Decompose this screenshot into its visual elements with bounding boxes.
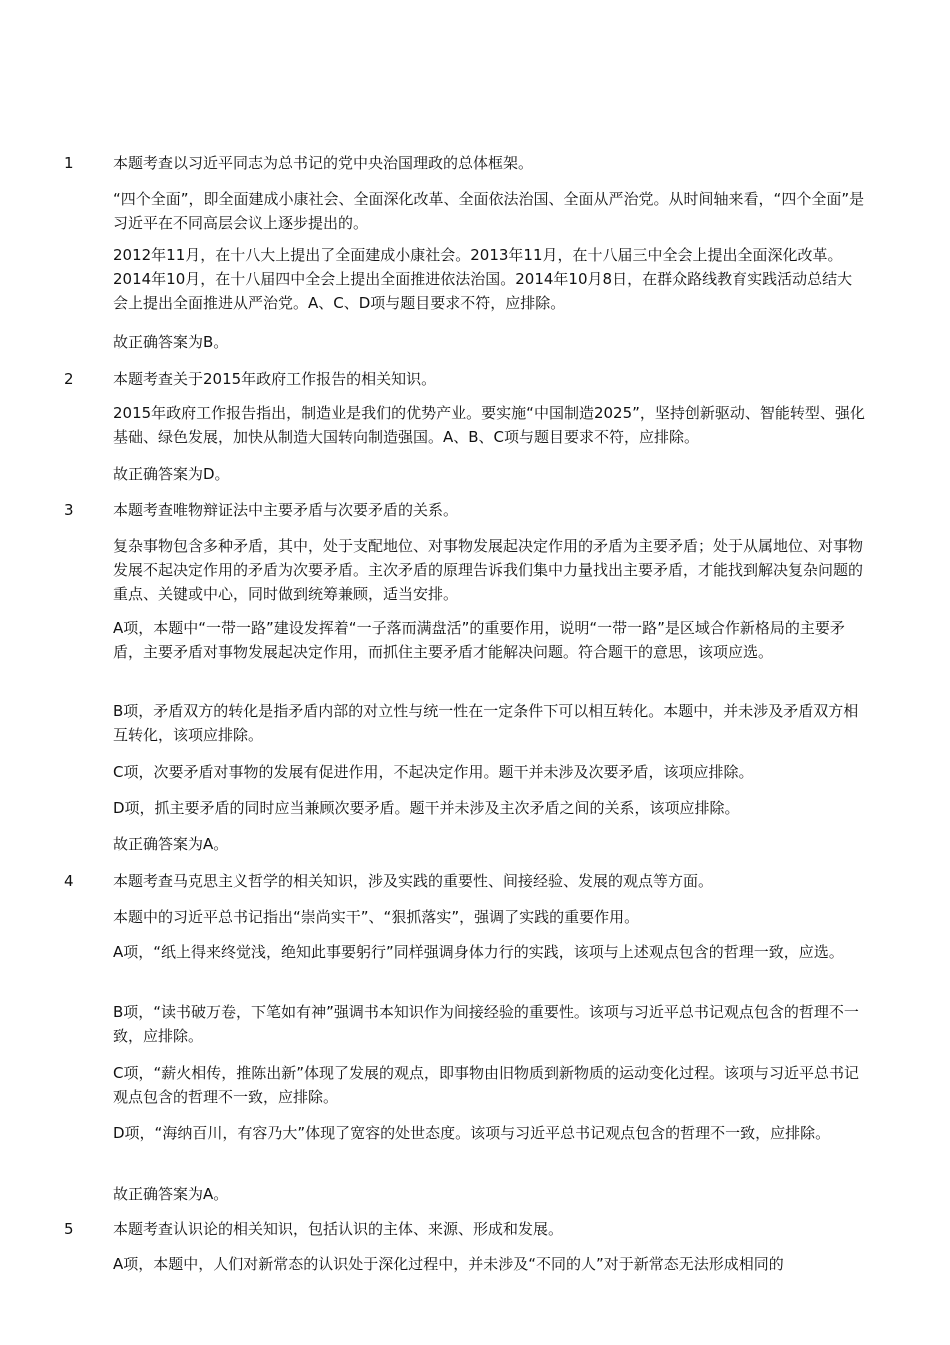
answer-conclusion: 故正确答案为D。 [113, 465, 230, 483]
explanation-paragraph: 复杂事物包含多种矛盾，其中，处于支配地位、对事物发展起决定作用的矛盾为主要矛盾；处于从属地位、对事物发展不起决定作用的矛盾为次要矛盾。主次矛盾的原理告诉我们集中力量找出主要矛盾，才能找到解决复杂问题的重点、关键或中心，同时做到统筹兼顾，适当安排。 [113, 537, 864, 603]
question-number: 5 [64, 1220, 74, 1238]
option-analysis: B项，“读书破万卷，下笔如有神”强调书本知识作为间接经验的重要性。该项与习近平总书记观点包含的哲理不一致，应排除。 [113, 1003, 859, 1045]
question-number: 3 [64, 501, 74, 519]
option-analysis: A项，本题中，人们对新常态的认识处于深化过程中，并未涉及“不同的人”对于新常态无法形成相同的 [113, 1255, 784, 1273]
question-number: 4 [64, 872, 74, 890]
explanation-topic: 本题考查唯物辩证法中主要矛盾与次要矛盾的关系。 [113, 501, 459, 519]
option-analysis: A项，本题中“一带一路”建设发挥着“一子落而满盘活”的重要作用，说明“一带一路”是区域合作新格局的主要矛盾，主要矛盾对事物发展起决定作用，而抓住主要矛盾才能解决问题。符合题干的意思，该项应选。 [113, 619, 845, 661]
explanation-topic: 本题考查马克思主义哲学的相关知识，涉及实践的重要性、间接经验、发展的观点等方面。 [113, 872, 714, 890]
answer-conclusion: 故正确答案为A。 [113, 835, 229, 853]
explanation-topic: 本题考查认识论的相关知识，包括认识的主体、来源、形成和发展。 [113, 1220, 564, 1238]
option-analysis: D项，“海纳百川，有容乃大”体现了宽容的处世态度。该项与习近平总书记观点包含的哲理不一致，应排除。 [113, 1124, 831, 1142]
explanation-topic: 本题考查以习近平同志为总书记的党中央治国理政的总体框架。 [113, 154, 534, 172]
question-number: 1 [64, 154, 74, 172]
explanation-paragraph: “四个全面”，即全面建成小康社会、全面深化改革、全面依法治国、全面从严治党。从时间轴来看，“四个全面”是习近平在不同高层会议上逐步提出的。 [113, 190, 865, 232]
option-analysis: A项，“纸上得来终觉浅，绝知此事要躬行”同样强调身体力行的实践，该项与上述观点包含的哲理一致，应选。 [113, 943, 844, 961]
explanation-topic: 本题考查关于2015年政府工作报告的相关知识。 [113, 370, 437, 388]
explanation-paragraph: 本题中的习近平总书记指出“崇尚实干”、“狠抓落实”，强调了实践的重要作用。 [113, 908, 640, 926]
option-analysis: D项，抓主要矛盾的同时应当兼顾次要矛盾。题干并未涉及主次矛盾之间的关系，该项应排除。 [113, 799, 740, 817]
option-analysis: C项，“薪火相传，推陈出新”体现了发展的观点，即事物由旧物质到新物质的运动变化过程。该项与习近平总书记观点包含的哲理不一致，应排除。 [113, 1064, 860, 1106]
answer-conclusion: 故正确答案为A。 [113, 1185, 229, 1203]
question-number: 2 [64, 370, 74, 388]
explanation-paragraph: 2012年11月，在十八大上提出了全面建成小康社会。2013年11月，在十八届三中全会上提出全面深化改革。2014年10月，在十八届四中全会上提出全面推进依法治国。2014年10月8日，在群众路线教育实践活动总结大会上提出全面推进从严治党。A、C、D项与题目要求不符，应排除。 [113, 246, 853, 312]
answer-conclusion: 故正确答案为B。 [113, 333, 229, 351]
option-analysis: B项，矛盾双方的转化是指矛盾内部的对立性与统一性在一定条件下可以相互转化。本题中，并未涉及矛盾双方相互转化，该项应排除。 [113, 702, 859, 744]
explanation-paragraph: 2015年政府工作报告指出，制造业是我们的优势产业。要实施“中国制造2025”，坚持创新驱动、智能转型、强化基础、绿色发展，加快从制造大国转向制造强国。A、B、C项与题目要求不符，应排除。 [113, 404, 865, 446]
option-analysis: C项，次要矛盾对事物的发展有促进作用，不起决定作用。题干并未涉及次要矛盾，该项应排除。 [113, 763, 754, 781]
